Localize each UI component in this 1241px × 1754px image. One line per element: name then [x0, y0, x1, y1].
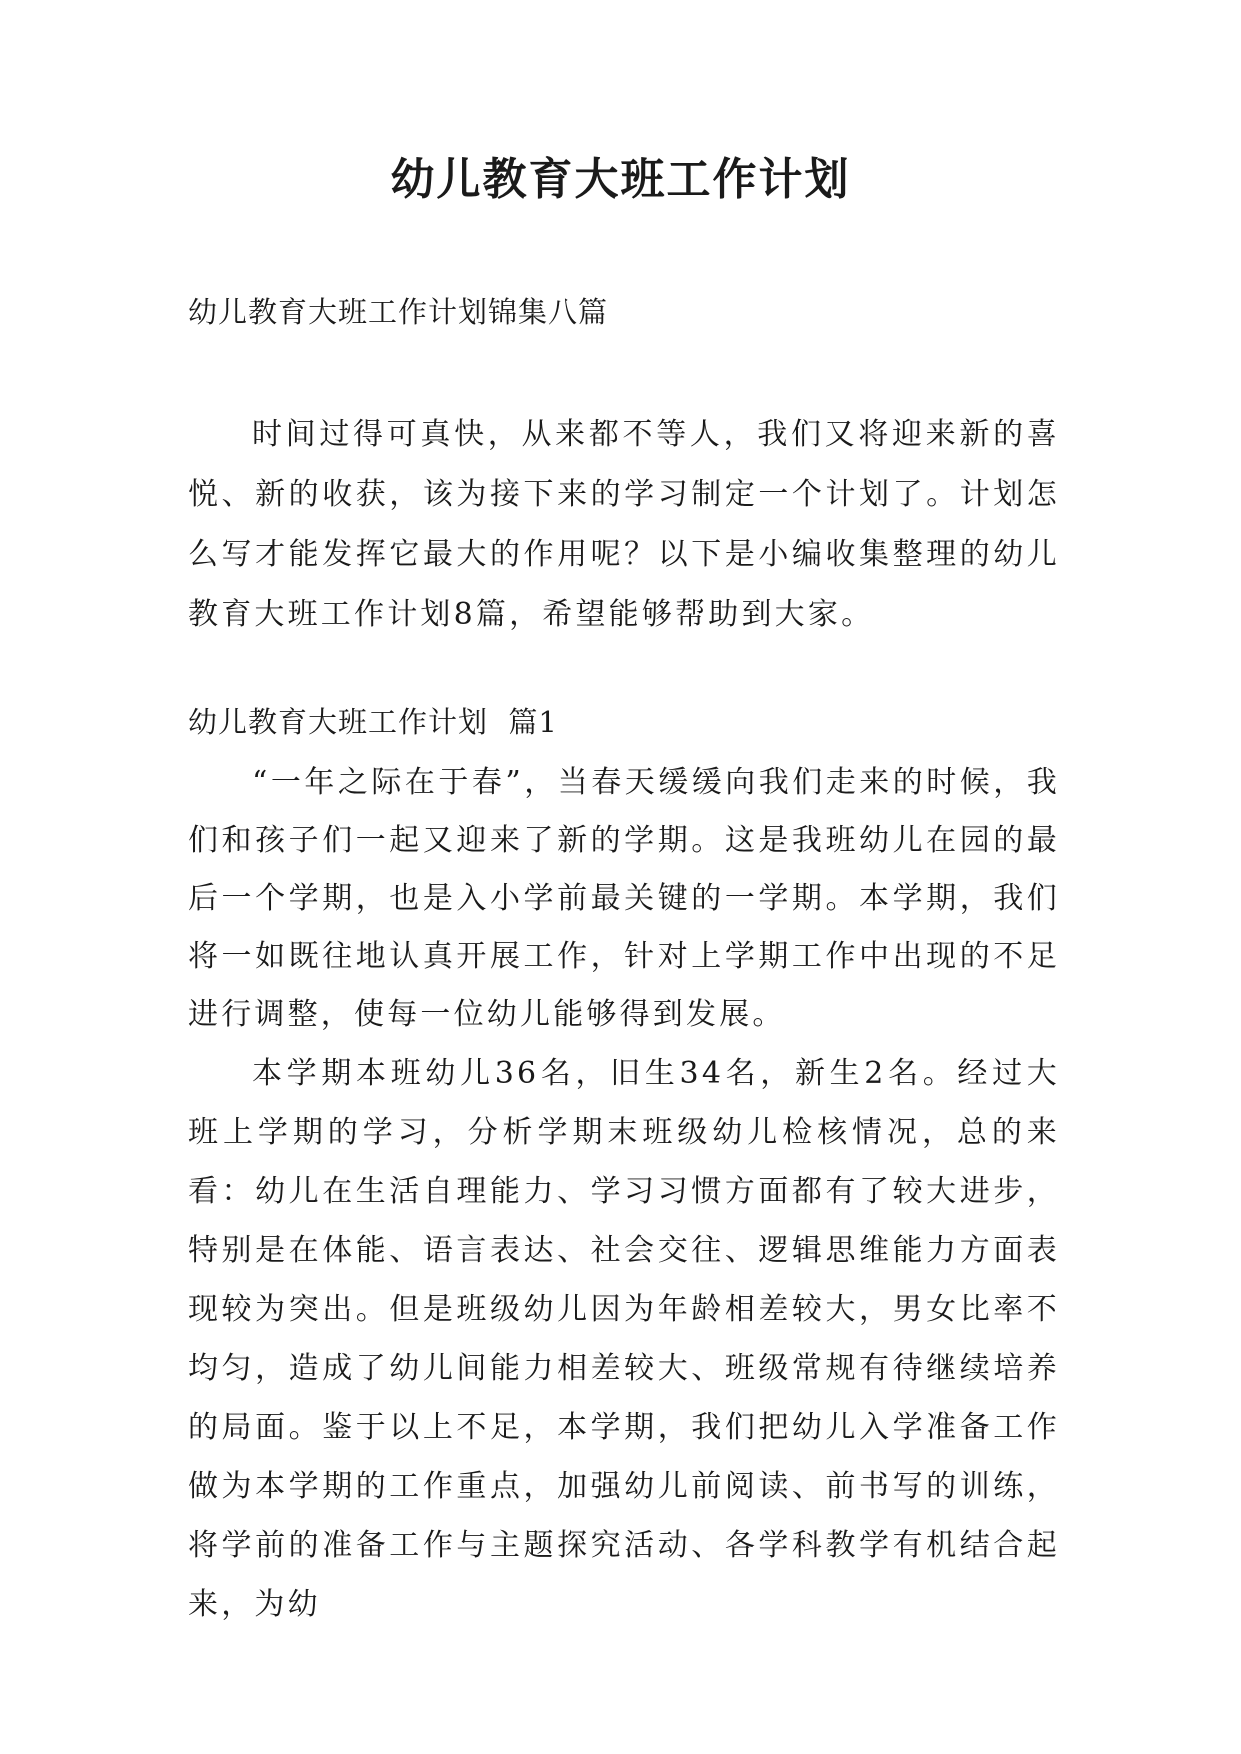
document-title: 幼儿教育大班工作计划 [390, 154, 851, 205]
intro-paragraph: 时间过得可真快，从来都不等人，我们又将迎来新的喜悦、新的收获，该为接下来的学习制定一个计划了。计划怎么写才能发挥它最大的作用呢？以下是小编收集整理的幼儿教育大班工作计划8篇，希望能够帮助到大家。 [188, 417, 1060, 632]
body-paragraph: 本学期本班幼儿36名，旧生34名，新生2名。经过大班上学期的学习，分析学期末班级幼儿检核情况，总的来看：幼儿在生活自理能力、学习习惯方面都有了较大进步，特别是在体能、语言表达、社会交往、逻辑思维能力方面表现较为突出。但是班级幼儿因为年龄相差较大，男女比率不均匀，造成了幼儿间能力相差较大、班级常规有待继续培养的局面。鉴于以上不足，本学期，我们把幼儿入学准备工作做为本学期的工作重点，加强幼儿前阅读、前书写的训练，将学前的准备工作与主题探究活动、各学科教学有机结合起来，为幼 [188, 1056, 1060, 1622]
section-heading: 幼儿教育大班工作计划 篇1 [188, 705, 558, 739]
body-paragraph: “一年之际在于春”，当春天缓缓向我们走来的时候，我们和孩子们一起又迎来了新的学期。这是我班幼儿在园的最后一个学期，也是入小学前最关键的一学期。本学期，我们将一如既往地认真开展工作，针对上学期工作中出现的不足进行调整，使每一位幼儿能够得到发展。 [188, 765, 1060, 1032]
document-subtitle: 幼儿教育大班工作计划锦集八篇 [188, 295, 609, 329]
